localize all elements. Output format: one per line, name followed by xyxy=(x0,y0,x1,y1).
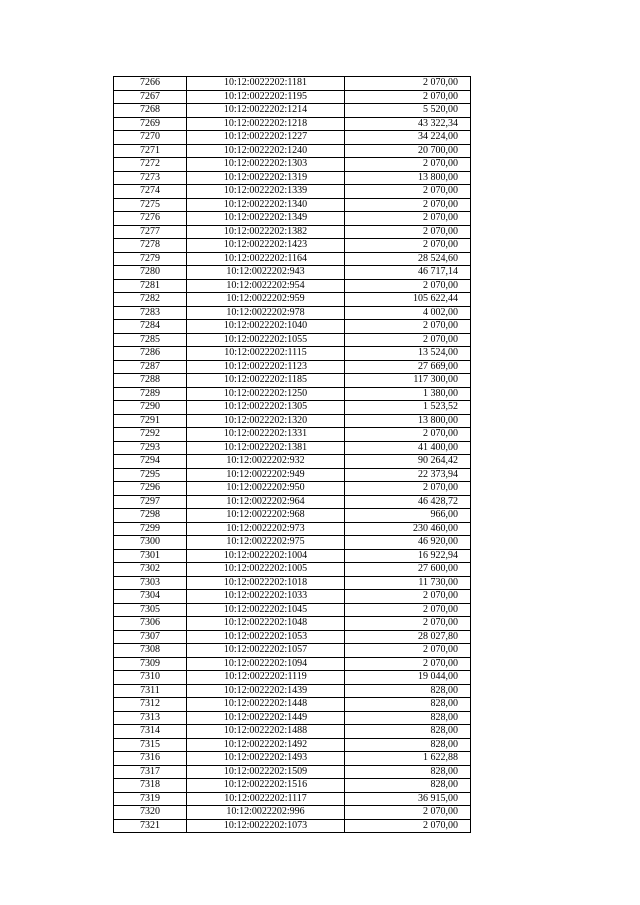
row-number-cell: 7307 xyxy=(114,630,187,644)
row-number-cell: 7287 xyxy=(114,360,187,374)
table-row xyxy=(114,225,471,239)
table-row xyxy=(114,360,471,374)
amount-cell: 828,00 xyxy=(345,725,471,739)
amount-cell: 2 070,00 xyxy=(345,212,471,226)
amount-cell: 105 622,44 xyxy=(345,293,471,307)
table-row xyxy=(114,387,471,401)
amount-cell: 2 070,00 xyxy=(345,617,471,631)
cadastral-number-cell: 10:12:0022202:1493 xyxy=(187,752,345,766)
amount-cell: 13 524,00 xyxy=(345,347,471,361)
cadastral-number-cell: 10:12:0022202:1195 xyxy=(187,90,345,104)
amount-cell: 1 622,88 xyxy=(345,752,471,766)
amount-cell: 2 070,00 xyxy=(345,819,471,833)
row-number-cell: 7298 xyxy=(114,509,187,523)
amount-cell: 828,00 xyxy=(345,765,471,779)
amount-cell: 230 460,00 xyxy=(345,522,471,536)
row-number-cell: 7299 xyxy=(114,522,187,536)
amount-cell: 41 400,00 xyxy=(345,441,471,455)
amount-cell: 2 070,00 xyxy=(345,482,471,496)
cadastral-number-cell: 10:12:0022202:1303 xyxy=(187,158,345,172)
amount-cell: 2 070,00 xyxy=(345,644,471,658)
table-row xyxy=(114,482,471,496)
amount-cell: 1 523,52 xyxy=(345,401,471,415)
row-number-cell: 7291 xyxy=(114,414,187,428)
amount-cell: 2 070,00 xyxy=(345,428,471,442)
table-row xyxy=(114,509,471,523)
cadastral-number-cell: 10:12:0022202:1331 xyxy=(187,428,345,442)
table-row xyxy=(114,779,471,793)
cadastral-number-cell: 10:12:0022202:1115 xyxy=(187,347,345,361)
cadastral-number-cell: 10:12:0022202:1449 xyxy=(187,711,345,725)
cadastral-number-cell: 10:12:0022202:1227 xyxy=(187,131,345,145)
cadastral-number-cell: 10:12:0022202:1005 xyxy=(187,563,345,577)
table-row xyxy=(114,144,471,158)
table-row xyxy=(114,171,471,185)
cadastral-number-cell: 10:12:0022202:975 xyxy=(187,536,345,550)
amount-cell: 828,00 xyxy=(345,684,471,698)
row-number-cell: 7268 xyxy=(114,104,187,118)
row-number-cell: 7319 xyxy=(114,792,187,806)
amount-cell: 2 070,00 xyxy=(345,77,471,91)
cadastral-number-cell: 10:12:0022202:932 xyxy=(187,455,345,469)
row-number-cell: 7267 xyxy=(114,90,187,104)
amount-cell: 11 730,00 xyxy=(345,576,471,590)
table-row xyxy=(114,320,471,334)
row-number-cell: 7297 xyxy=(114,495,187,509)
amount-cell: 2 070,00 xyxy=(345,320,471,334)
row-number-cell: 7303 xyxy=(114,576,187,590)
table-row xyxy=(114,495,471,509)
row-number-cell: 7286 xyxy=(114,347,187,361)
cadastral-number-cell: 10:12:0022202:1094 xyxy=(187,657,345,671)
row-number-cell: 7280 xyxy=(114,266,187,280)
cadastral-number-cell: 10:12:0022202:1439 xyxy=(187,684,345,698)
table-row xyxy=(114,657,471,671)
amount-cell: 16 922,94 xyxy=(345,549,471,563)
cadastral-number-cell: 10:12:0022202:1381 xyxy=(187,441,345,455)
cadastral-number-cell: 10:12:0022202:1349 xyxy=(187,212,345,226)
cadastral-number-cell: 10:12:0022202:1488 xyxy=(187,725,345,739)
amount-cell: 27 600,00 xyxy=(345,563,471,577)
amount-cell: 22 373,94 xyxy=(345,468,471,482)
amount-cell: 828,00 xyxy=(345,738,471,752)
table-row xyxy=(114,414,471,428)
amount-cell: 13 800,00 xyxy=(345,414,471,428)
table-row xyxy=(114,468,471,482)
row-number-cell: 7320 xyxy=(114,806,187,820)
cadastral-number-cell: 10:12:0022202:968 xyxy=(187,509,345,523)
cadastral-number-cell: 10:12:0022202:964 xyxy=(187,495,345,509)
table-row xyxy=(114,252,471,266)
amount-cell: 34 224,00 xyxy=(345,131,471,145)
amount-cell: 28 524,60 xyxy=(345,252,471,266)
amount-cell: 2 070,00 xyxy=(345,333,471,347)
cadastral-number-cell: 10:12:0022202:1048 xyxy=(187,617,345,631)
row-number-cell: 7296 xyxy=(114,482,187,496)
amount-cell: 46 428,72 xyxy=(345,495,471,509)
table-row xyxy=(114,806,471,820)
table-row xyxy=(114,576,471,590)
row-number-cell: 7284 xyxy=(114,320,187,334)
amount-cell: 2 070,00 xyxy=(345,806,471,820)
table-row xyxy=(114,279,471,293)
table-row xyxy=(114,131,471,145)
cadastral-number-cell: 10:12:0022202:1340 xyxy=(187,198,345,212)
cadastral-number-cell: 10:12:0022202:949 xyxy=(187,468,345,482)
amount-cell: 2 070,00 xyxy=(345,90,471,104)
row-number-cell: 7292 xyxy=(114,428,187,442)
row-number-cell: 7282 xyxy=(114,293,187,307)
row-number-cell: 7301 xyxy=(114,549,187,563)
cadastral-number-cell: 10:12:0022202:1214 xyxy=(187,104,345,118)
row-number-cell: 7270 xyxy=(114,131,187,145)
table-row xyxy=(114,90,471,104)
table-row xyxy=(114,603,471,617)
row-number-cell: 7313 xyxy=(114,711,187,725)
amount-cell: 19 044,00 xyxy=(345,671,471,685)
row-number-cell: 7308 xyxy=(114,644,187,658)
amount-cell: 90 264,42 xyxy=(345,455,471,469)
cadastral-number-cell: 10:12:0022202:1240 xyxy=(187,144,345,158)
table-row xyxy=(114,684,471,698)
amount-cell: 36 915,00 xyxy=(345,792,471,806)
cadastral-number-cell: 10:12:0022202:943 xyxy=(187,266,345,280)
cadastral-number-cell: 10:12:0022202:1181 xyxy=(187,77,345,91)
cadastral-number-cell: 10:12:0022202:1164 xyxy=(187,252,345,266)
amount-cell: 20 700,00 xyxy=(345,144,471,158)
table-row xyxy=(114,536,471,550)
table-row xyxy=(114,630,471,644)
row-number-cell: 7272 xyxy=(114,158,187,172)
cadastral-number-cell: 10:12:0022202:959 xyxy=(187,293,345,307)
amount-cell: 828,00 xyxy=(345,779,471,793)
cadastral-number-cell: 10:12:0022202:1319 xyxy=(187,171,345,185)
table-row xyxy=(114,819,471,833)
row-number-cell: 7278 xyxy=(114,239,187,253)
amount-cell: 966,00 xyxy=(345,509,471,523)
amount-cell: 2 070,00 xyxy=(345,279,471,293)
amount-cell: 2 070,00 xyxy=(345,239,471,253)
cadastral-number-cell: 10:12:0022202:1119 xyxy=(187,671,345,685)
row-number-cell: 7271 xyxy=(114,144,187,158)
row-number-cell: 7290 xyxy=(114,401,187,415)
table-row xyxy=(114,671,471,685)
table-row xyxy=(114,455,471,469)
amount-cell: 2 070,00 xyxy=(345,603,471,617)
row-number-cell: 7312 xyxy=(114,698,187,712)
row-number-cell: 7294 xyxy=(114,455,187,469)
cadastral-number-cell: 10:12:0022202:996 xyxy=(187,806,345,820)
row-number-cell: 7281 xyxy=(114,279,187,293)
table-row xyxy=(114,104,471,118)
cadastral-number-cell: 10:12:0022202:1250 xyxy=(187,387,345,401)
row-number-cell: 7283 xyxy=(114,306,187,320)
table-row xyxy=(114,563,471,577)
cadastral-number-cell: 10:12:0022202:1185 xyxy=(187,374,345,388)
row-number-cell: 7288 xyxy=(114,374,187,388)
table-row xyxy=(114,401,471,415)
row-number-cell: 7269 xyxy=(114,117,187,131)
row-number-cell: 7285 xyxy=(114,333,187,347)
cadastral-number-cell: 10:12:0022202:1055 xyxy=(187,333,345,347)
cadastral-number-cell: 10:12:0022202:1073 xyxy=(187,819,345,833)
row-number-cell: 7317 xyxy=(114,765,187,779)
table-row xyxy=(114,522,471,536)
table-row xyxy=(114,792,471,806)
row-number-cell: 7273 xyxy=(114,171,187,185)
table-row xyxy=(114,765,471,779)
amount-cell: 2 070,00 xyxy=(345,198,471,212)
table-row xyxy=(114,617,471,631)
row-number-cell: 7279 xyxy=(114,252,187,266)
cadastral-number-cell: 10:12:0022202:1320 xyxy=(187,414,345,428)
row-number-cell: 7310 xyxy=(114,671,187,685)
row-number-cell: 7314 xyxy=(114,725,187,739)
cadastral-number-cell: 10:12:0022202:1053 xyxy=(187,630,345,644)
amount-cell: 1 380,00 xyxy=(345,387,471,401)
cadastral-number-cell: 10:12:0022202:1382 xyxy=(187,225,345,239)
row-number-cell: 7266 xyxy=(114,77,187,91)
table-row xyxy=(114,725,471,739)
row-number-cell: 7305 xyxy=(114,603,187,617)
table-row xyxy=(114,711,471,725)
amount-cell: 117 300,00 xyxy=(345,374,471,388)
cadastral-number-cell: 10:12:0022202:973 xyxy=(187,522,345,536)
amount-cell: 13 800,00 xyxy=(345,171,471,185)
table-row xyxy=(114,266,471,280)
row-number-cell: 7302 xyxy=(114,563,187,577)
cadastral-number-cell: 10:12:0022202:1492 xyxy=(187,738,345,752)
cadastral-number-cell: 10:12:0022202:1117 xyxy=(187,792,345,806)
amount-cell: 2 070,00 xyxy=(345,590,471,604)
table-body xyxy=(114,77,471,833)
row-number-cell: 7277 xyxy=(114,225,187,239)
cadastral-number-cell: 10:12:0022202:978 xyxy=(187,306,345,320)
table-row xyxy=(114,644,471,658)
amount-cell: 5 520,00 xyxy=(345,104,471,118)
row-number-cell: 7276 xyxy=(114,212,187,226)
row-number-cell: 7318 xyxy=(114,779,187,793)
amount-cell: 46 717,14 xyxy=(345,266,471,280)
cadastral-number-cell: 10:12:0022202:1339 xyxy=(187,185,345,199)
cadastral-number-cell: 10:12:0022202:1123 xyxy=(187,360,345,374)
amount-cell: 2 070,00 xyxy=(345,185,471,199)
table-row xyxy=(114,77,471,91)
cadastral-number-cell: 10:12:0022202:1004 xyxy=(187,549,345,563)
cadastral-number-cell: 10:12:0022202:1040 xyxy=(187,320,345,334)
row-number-cell: 7289 xyxy=(114,387,187,401)
cadastral-number-cell: 10:12:0022202:1018 xyxy=(187,576,345,590)
amount-cell: 43 322,34 xyxy=(345,117,471,131)
row-number-cell: 7304 xyxy=(114,590,187,604)
table-row xyxy=(114,198,471,212)
table-row xyxy=(114,374,471,388)
cadastral-number-cell: 10:12:0022202:1305 xyxy=(187,401,345,415)
table-row xyxy=(114,428,471,442)
table-row xyxy=(114,293,471,307)
amount-cell: 4 002,00 xyxy=(345,306,471,320)
table-row xyxy=(114,212,471,226)
cadastral-number-cell: 10:12:0022202:1057 xyxy=(187,644,345,658)
cadastral-number-cell: 10:12:0022202:1448 xyxy=(187,698,345,712)
cadastral-number-cell: 10:12:0022202:1218 xyxy=(187,117,345,131)
cadastral-number-cell: 10:12:0022202:950 xyxy=(187,482,345,496)
row-number-cell: 7309 xyxy=(114,657,187,671)
table-row xyxy=(114,306,471,320)
amount-cell: 2 070,00 xyxy=(345,158,471,172)
table-row xyxy=(114,185,471,199)
table-row xyxy=(114,752,471,766)
cadastral-number-cell: 10:12:0022202:1033 xyxy=(187,590,345,604)
table-row xyxy=(114,239,471,253)
row-number-cell: 7316 xyxy=(114,752,187,766)
row-number-cell: 7311 xyxy=(114,684,187,698)
amount-cell: 46 920,00 xyxy=(345,536,471,550)
row-number-cell: 7300 xyxy=(114,536,187,550)
cadastral-number-cell: 10:12:0022202:1509 xyxy=(187,765,345,779)
amount-cell: 828,00 xyxy=(345,698,471,712)
amount-cell: 27 669,00 xyxy=(345,360,471,374)
amount-cell: 28 027,80 xyxy=(345,630,471,644)
table-row xyxy=(114,441,471,455)
amount-cell: 2 070,00 xyxy=(345,225,471,239)
table-row xyxy=(114,738,471,752)
row-number-cell: 7275 xyxy=(114,198,187,212)
cadastral-number-cell: 10:12:0022202:1516 xyxy=(187,779,345,793)
cadastral-number-cell: 10:12:0022202:1045 xyxy=(187,603,345,617)
row-number-cell: 7293 xyxy=(114,441,187,455)
table-row xyxy=(114,698,471,712)
table-row xyxy=(114,347,471,361)
row-number-cell: 7321 xyxy=(114,819,187,833)
row-number-cell: 7315 xyxy=(114,738,187,752)
cadastral-number-cell: 10:12:0022202:954 xyxy=(187,279,345,293)
amount-cell: 828,00 xyxy=(345,711,471,725)
amount-cell: 2 070,00 xyxy=(345,657,471,671)
data-table xyxy=(113,76,471,833)
row-number-cell: 7306 xyxy=(114,617,187,631)
row-number-cell: 7295 xyxy=(114,468,187,482)
table-row xyxy=(114,590,471,604)
row-number-cell: 7274 xyxy=(114,185,187,199)
table-row xyxy=(114,333,471,347)
table-row xyxy=(114,117,471,131)
table-row xyxy=(114,158,471,172)
table-row xyxy=(114,549,471,563)
cadastral-number-cell: 10:12:0022202:1423 xyxy=(187,239,345,253)
